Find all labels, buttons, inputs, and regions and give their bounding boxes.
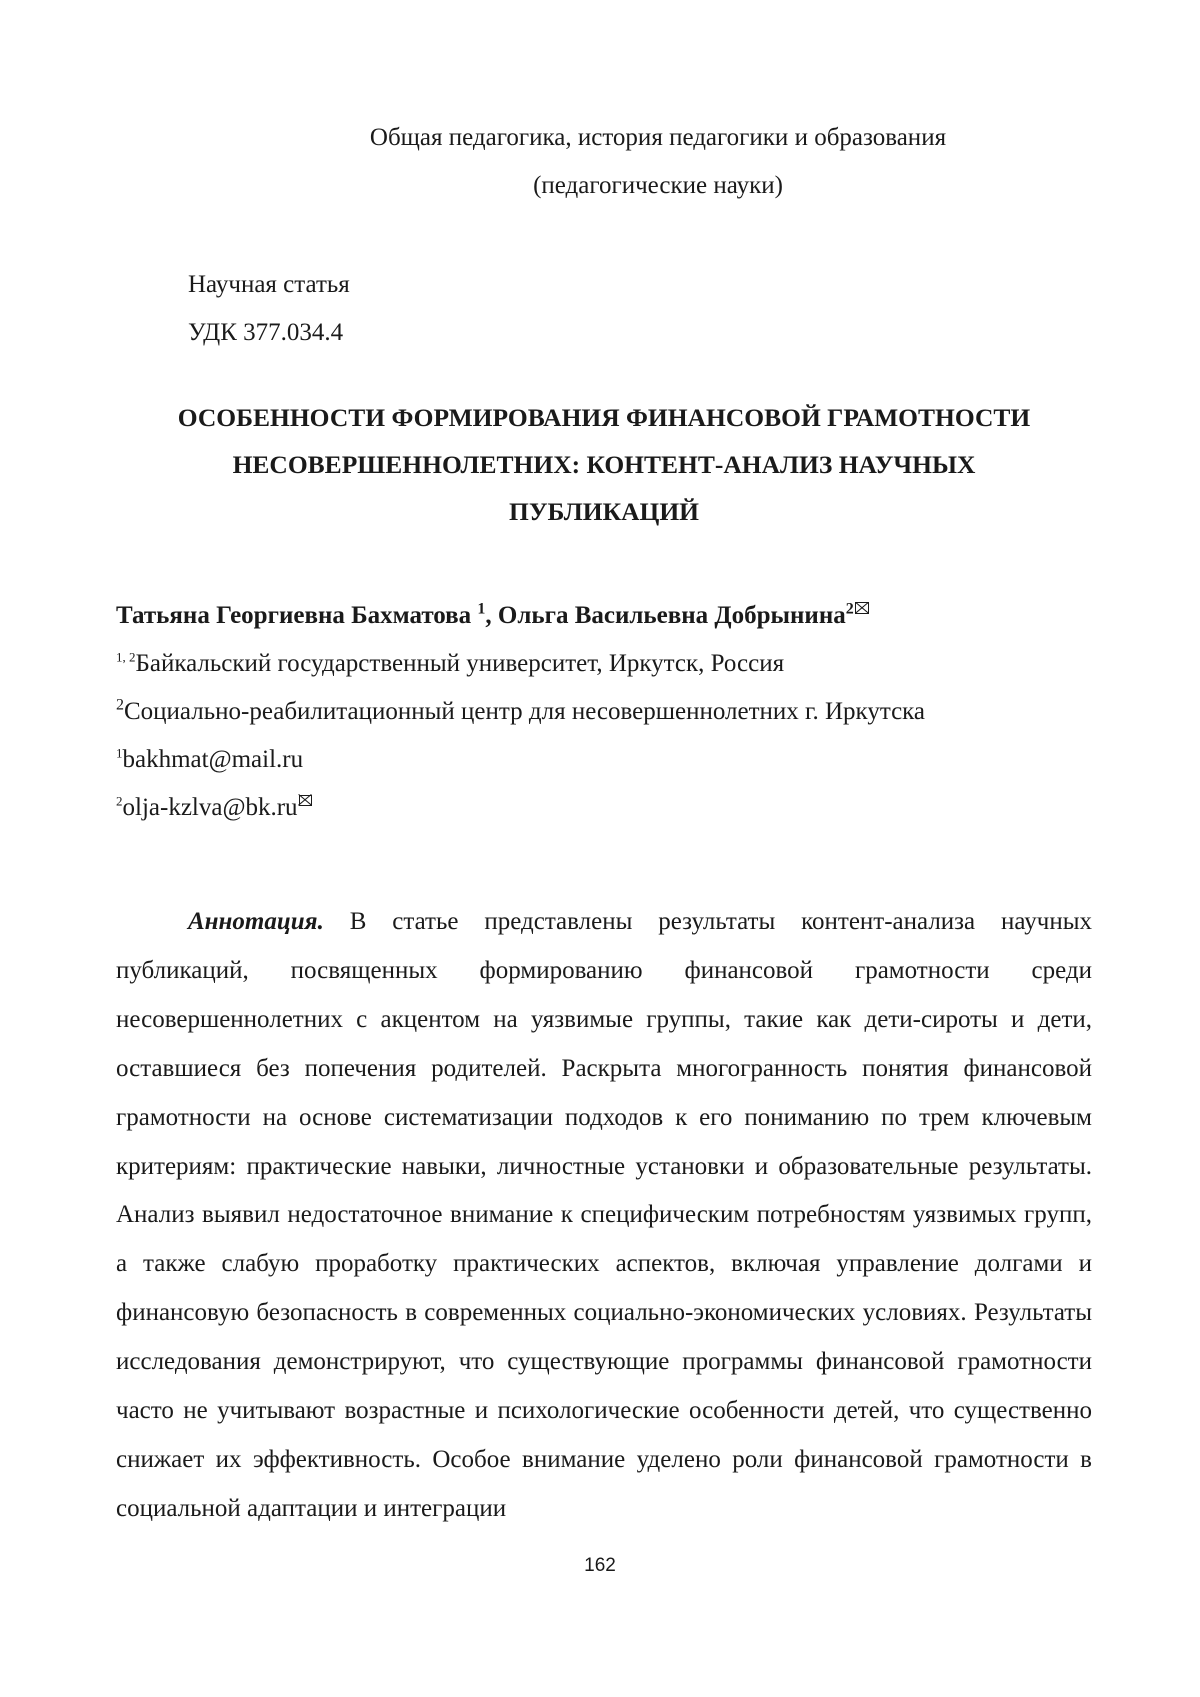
envelope-icon — [299, 795, 312, 806]
authors-line — [116, 592, 1092, 640]
abstract — [116, 898, 1092, 1534]
section-header-line1: Общая педагогика, история педагогики и образования — [369, 124, 947, 151]
article-title-line1: ОСОБЕННОСТИ ФОРМИРОВАНИЯ ФИНАНСОВОЙ ГРАМОТНОСТИ — [177, 403, 1031, 432]
abstract-text: В статье представлены результаты контент-анализа научных публикаций, посвященных формированию финансовой грамотности среди несовершеннолетних с акцентом на уязвимые группы, такие как дети-сироты и дети, оставшиеся без попечения родителей. Раскрыта многогранность понятия финансовой грамотности на основе систематизации подходов к его пониманию по трем ключевым критериям: практические навыки, личностные установки и образовательные результаты. Анализ выявил недостаточное внимание к специфическим потребностям уязвимых групп, а также слабую проработку практических аспектов, включая управление долгами и финансовую безопасность в современных социально-экономических условиях. Результаты исследования демонстрируют, что существующие программы финансовой грамотности часто не учитывают возрастные и психологические особенности детей, что существенно снижает их эффективность. Особое внимание уделено роли финансовой грамотности в социальной адаптации и интеграции — [116, 908, 1093, 1522]
email-2-mark: 2 — [116, 793, 123, 809]
author-name-1: Татьяна Георгиевна Бахматова — [116, 602, 472, 629]
author-2-affiliation-mark: 2 — [845, 600, 854, 618]
affiliation-2 — [116, 688, 1092, 736]
article-title — [106, 394, 1102, 535]
author-name-2: Ольга Васильевна Добрынина — [497, 602, 846, 629]
affiliation-1-mark: 1, 2 — [116, 649, 136, 665]
abstract-label: Аннотация. — [188, 908, 324, 935]
affiliation-1 — [116, 640, 1092, 688]
page-number: 162 — [584, 1555, 616, 1576]
article-title-line3: ПУБЛИКАЦИЙ — [508, 497, 700, 526]
author-separator: , — [485, 602, 492, 629]
envelope-icon — [855, 602, 869, 614]
authors-block — [116, 592, 1092, 832]
article-meta — [188, 261, 1164, 357]
email-2 — [116, 784, 1092, 832]
section-header-line2: (педагогические науки) — [533, 172, 783, 199]
email-1-mark: 1 — [116, 745, 123, 761]
affiliation-2-mark: 2 — [116, 696, 124, 714]
author-1-affiliation-mark: 1 — [477, 600, 486, 618]
article-type: Научная статья — [188, 271, 350, 298]
affiliation-1-text: Байкальский государственный университет, Иркутск, Россия — [135, 650, 785, 677]
article-title-line2: НЕСОВЕРШЕННОЛЕТНИХ: КОНТЕНТ-АНАЛИЗ НАУЧНЫХ — [232, 450, 976, 479]
affiliation-2-text: Социально-реабилитационный центр для несовершеннолетних г. Иркутска — [124, 698, 926, 725]
udc-code: УДК 377.034.4 — [188, 319, 344, 346]
email-2-link[interactable]: olja-kzlva@bk.ru — [122, 794, 298, 821]
email-1 — [116, 736, 1092, 784]
email-1-link[interactable]: bakhmat@mail.ru — [122, 746, 304, 773]
section-header — [170, 114, 1146, 210]
